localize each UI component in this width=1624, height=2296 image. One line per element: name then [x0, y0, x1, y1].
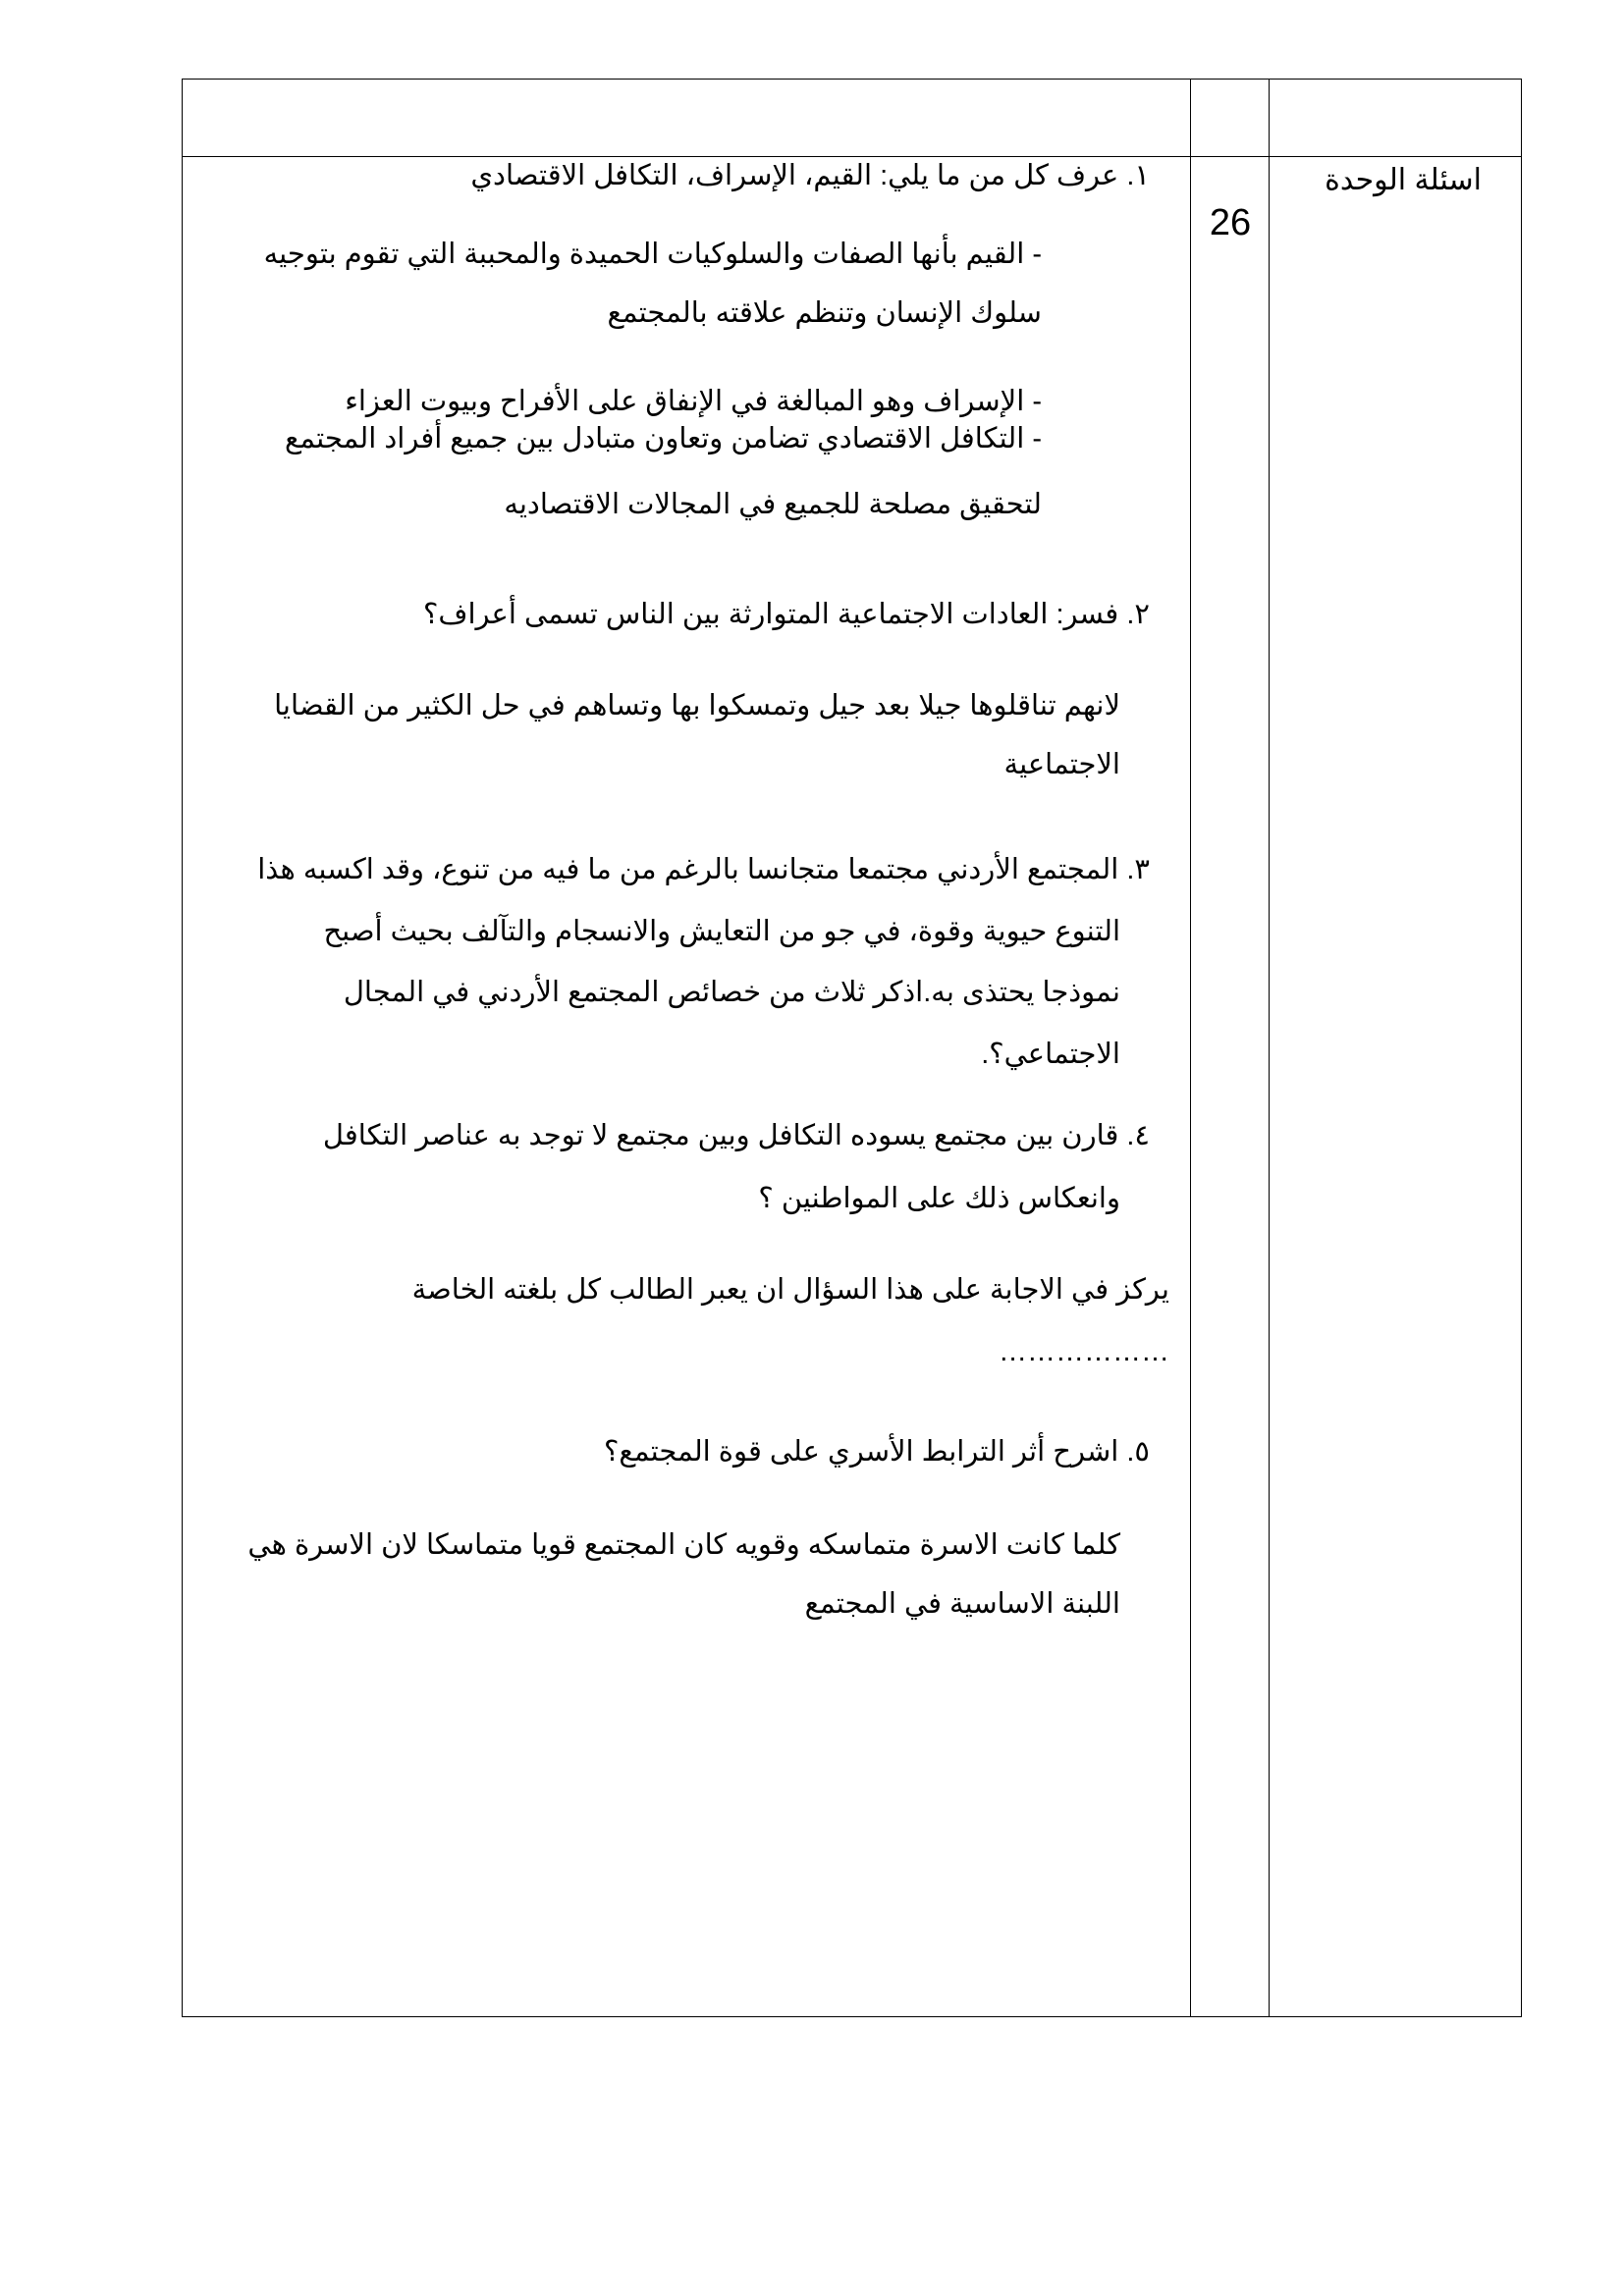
question-4-line-1: ٤. قارن بين مجتمع يسوده التكافل وبين مجتمع لا توجد به عناصر التكافل	[322, 1120, 1150, 1151]
answer-4: يركز في الاجابة على هذا السؤال ان يعبر الطالب كل بلغته الخاصة	[411, 1274, 1169, 1306]
column-divider-label	[1269, 80, 1270, 2016]
answer-1a-line-2: سلوك الإنسان وتنظم علاقته بالمجتمع	[607, 297, 1042, 329]
question-3-line-3: نموذجا يحتذى به.اذكر ثلاث من خصائص المجتمع الأردني في المجال	[343, 977, 1120, 1008]
answer-1c-line-2: لتحقيق مصلحة للجميع في المجالات الاقتصاديه	[504, 489, 1042, 520]
answer-5-line-1: كلما كانت الاسرة متماسكه وقويه كان المجتمع قويا متماسكا لان الاسرة هي	[247, 1529, 1120, 1561]
answer-2-line-2: الاجتماعية	[1003, 749, 1120, 780]
question-2: ٢. فسر: العادات الاجتماعية المتوارثة بين الناس تسمى أعراف؟	[423, 599, 1150, 630]
column-divider-content	[1190, 80, 1191, 2016]
questions-content	[197, 158, 1189, 2003]
question-1: ١. عرف كل من ما يلي: القيم، الإسراف، التكافل الاقتصادي	[470, 160, 1150, 191]
unit-number: 26	[1209, 202, 1252, 243]
question-3-line-2: التنوع حيوية وقوة، في جو من التعايش والانسجام والتآلف بحيث أصبح	[323, 916, 1120, 947]
questions-table	[182, 79, 1522, 2017]
unit-title: اسئلة الوحدة	[1325, 164, 1482, 196]
answer-5-line-2: اللبنة الاساسية في المجتمع	[804, 1588, 1120, 1620]
answer-2-line-1: لانهم تناقلوها جيلا بعد جيل وتمسكوا بها وتساهم في حل الكثير من القضايا	[274, 690, 1120, 721]
answer-4-dots: ………………	[999, 1336, 1169, 1367]
question-3-line-4: الاجتماعي؟.	[981, 1039, 1120, 1070]
header-row-divider	[183, 156, 1521, 157]
question-3-line-1: ٣. المجتمع الأردني مجتمعا متجانسا بالرغم من ما فيه من تنوع، وقد اكسبه هذا	[257, 854, 1150, 885]
answer-1b: - الإسراف وهو المبالغة في الإنفاق على الأفراح وبيوت العزاء	[345, 386, 1042, 417]
answer-1c-line-1: - التكافل الاقتصادي تضامن وتعاون متبادل بين جميع أفراد المجتمع	[284, 423, 1042, 454]
answer-1a-line-1: - القيم بأنها الصفات والسلوكيات الحميدة والمحببة التي تقوم بتوجيه	[263, 239, 1042, 270]
question-5: ٥. اشرح أثر الترابط الأسري على قوة المجتمع؟	[604, 1436, 1150, 1468]
question-4-line-2: وانعكاس ذلك على المواطنين ؟	[758, 1183, 1120, 1214]
